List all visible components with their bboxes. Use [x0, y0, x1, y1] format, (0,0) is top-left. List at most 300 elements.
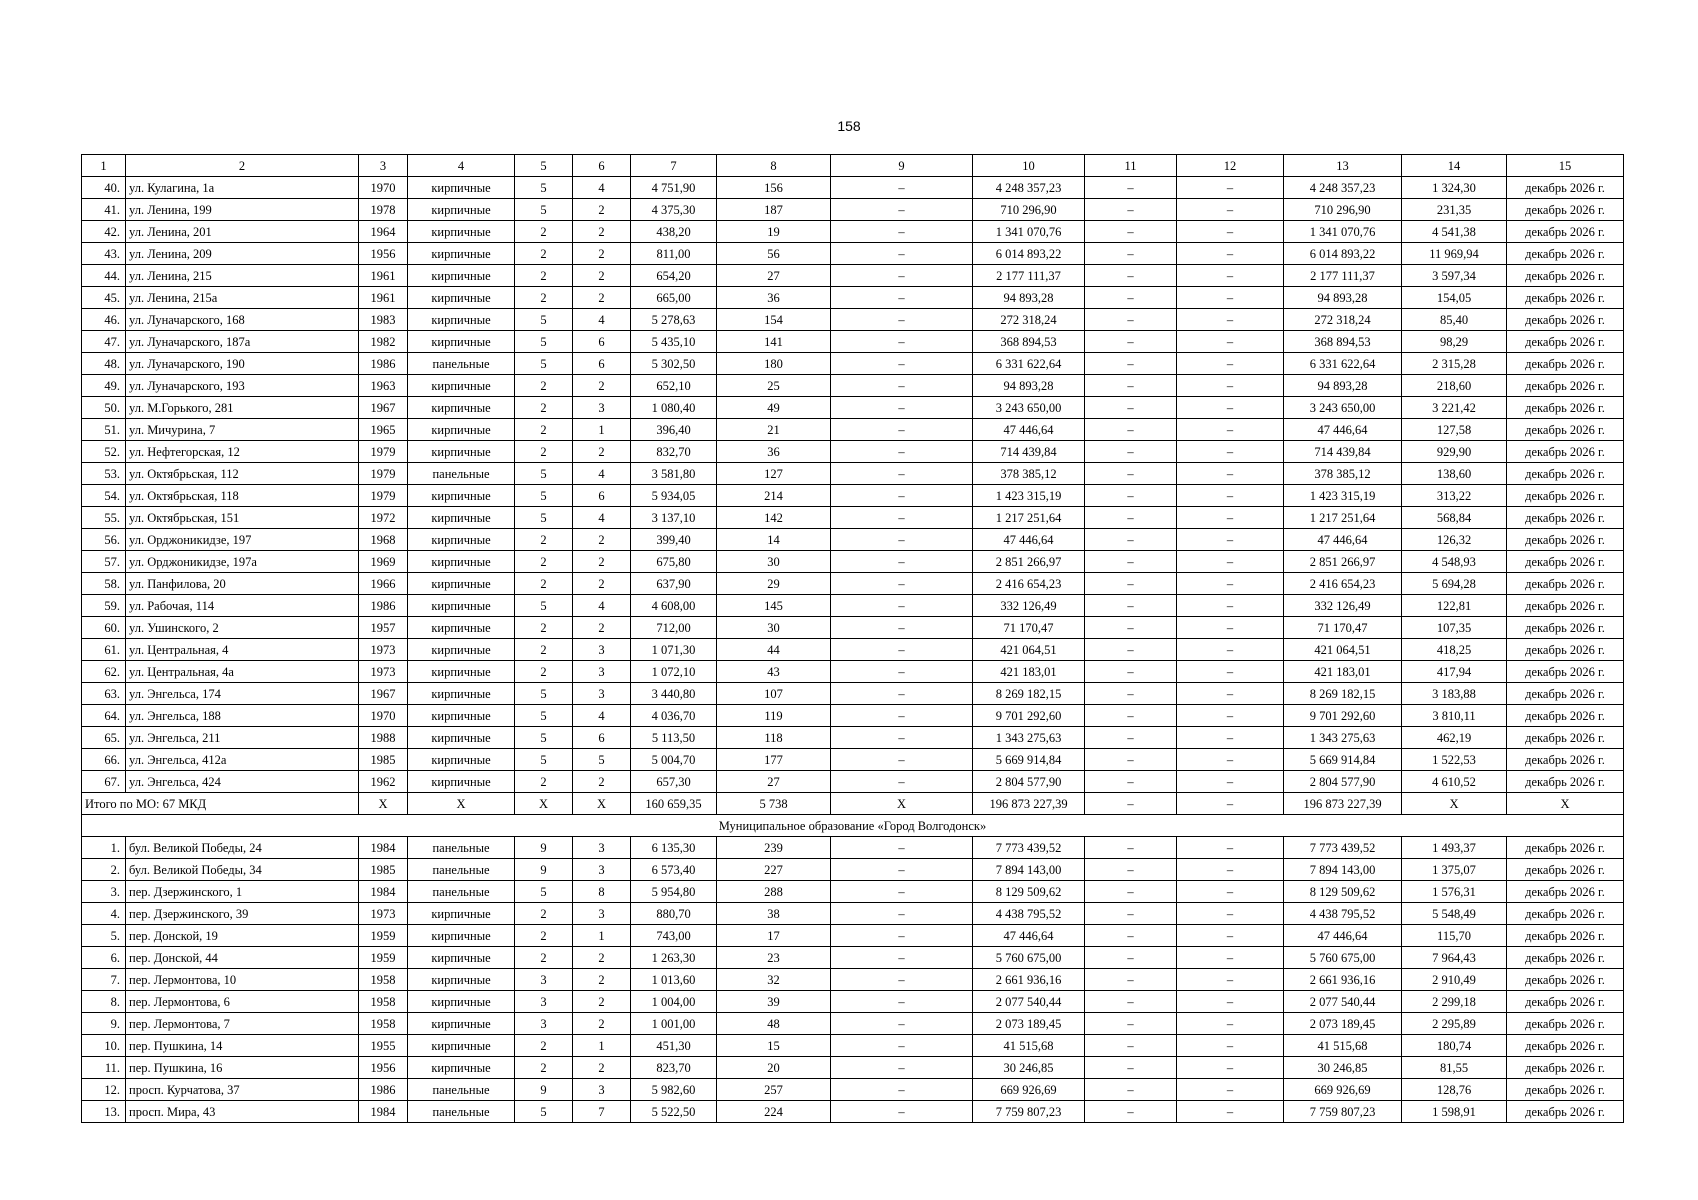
- col-9-cell: –: [831, 463, 973, 485]
- total-cost-cell: 1 217 251,64: [973, 507, 1085, 529]
- col-11-cell: –: [1085, 353, 1177, 375]
- col-9-cell: –: [831, 1057, 973, 1079]
- header-cell-12: 12: [1177, 155, 1284, 177]
- entrances-cell: 2: [573, 969, 631, 991]
- total-area-cell: 3 581,80: [631, 463, 717, 485]
- col-12-cell: –: [1177, 177, 1284, 199]
- housing-repair-table: [81, 154, 1624, 1123]
- cost-col-13-cell: 1 217 251,64: [1284, 507, 1402, 529]
- table-row: [82, 617, 1624, 639]
- floors-cell: 2: [515, 419, 573, 441]
- deadline-cell: декабрь 2026 г.: [1507, 771, 1624, 793]
- wall-material-cell: кирпичные: [408, 331, 515, 353]
- deadline-cell: декабрь 2026 г.: [1507, 947, 1624, 969]
- wall-material-cell: кирпичные: [408, 749, 515, 771]
- total-col-9-cell: Х: [831, 793, 973, 815]
- floors-cell: 2: [515, 243, 573, 265]
- col-12-cell: –: [1177, 683, 1284, 705]
- col-11-cell: –: [1085, 419, 1177, 441]
- total-cost-cell: 3 243 650,00: [973, 397, 1085, 419]
- floors-cell: 2: [515, 397, 573, 419]
- total-cost-cell: 30 246,85: [973, 1057, 1085, 1079]
- total-area-cell: 665,00: [631, 287, 717, 309]
- floors-cell: 5: [515, 595, 573, 617]
- cost-col-13-cell: 5 669 914,84: [1284, 749, 1402, 771]
- residents-cell: 30: [717, 617, 831, 639]
- wall-material-cell: кирпичные: [408, 661, 515, 683]
- cost-col-13-cell: 6 014 893,22: [1284, 243, 1402, 265]
- total-total-area-cell: 160 659,35: [631, 793, 717, 815]
- col-11-cell: –: [1085, 881, 1177, 903]
- table-row: [82, 573, 1624, 595]
- total-area-cell: 4 608,00: [631, 595, 717, 617]
- year-built-cell: 1958: [359, 1013, 408, 1035]
- residents-cell: 20: [717, 1057, 831, 1079]
- total-area-cell: 637,90: [631, 573, 717, 595]
- cost-col-13-cell: 669 926,69: [1284, 1079, 1402, 1101]
- entrances-cell: 2: [573, 1057, 631, 1079]
- residents-cell: 119: [717, 705, 831, 727]
- total-area-cell: 675,80: [631, 551, 717, 573]
- col-9-cell: –: [831, 727, 973, 749]
- deadline-cell: декабрь 2026 г.: [1507, 837, 1624, 859]
- total-cost-cell: 4 438 795,52: [973, 903, 1085, 925]
- col-9-cell: –: [831, 177, 973, 199]
- floors-cell: 2: [515, 1035, 573, 1057]
- total-cost-cell: 368 894,53: [973, 331, 1085, 353]
- total-cost-cell: 7 773 439,52: [973, 837, 1085, 859]
- cost-per-sqm-cell: 4 548,93: [1402, 551, 1507, 573]
- total-area-cell: 5 113,50: [631, 727, 717, 749]
- total-area-cell: 743,00: [631, 925, 717, 947]
- cost-col-13-cell: 421 064,51: [1284, 639, 1402, 661]
- total-area-cell: 5 522,50: [631, 1101, 717, 1123]
- table-row: [82, 199, 1624, 221]
- address-cell: пер. Донской, 19: [126, 925, 359, 947]
- total-area-cell: 1 013,60: [631, 969, 717, 991]
- residents-cell: 43: [717, 661, 831, 683]
- entrances-cell: 8: [573, 881, 631, 903]
- wall-material-cell: панельные: [408, 881, 515, 903]
- wall-material-cell: кирпичные: [408, 991, 515, 1013]
- cost-per-sqm-cell: 4 610,52: [1402, 771, 1507, 793]
- residents-cell: 19: [717, 221, 831, 243]
- wall-material-cell: кирпичные: [408, 1013, 515, 1035]
- residents-cell: 48: [717, 1013, 831, 1035]
- table-row: [82, 749, 1624, 771]
- entrances-cell: 2: [573, 243, 631, 265]
- total-area-cell: 1 004,00: [631, 991, 717, 1013]
- row-number-cell: 55.: [82, 507, 126, 529]
- cost-col-13-cell: 2 851 266,97: [1284, 551, 1402, 573]
- col-11-cell: –: [1085, 947, 1177, 969]
- table-row: [82, 529, 1624, 551]
- total-area-cell: 5 934,05: [631, 485, 717, 507]
- col-11-cell: –: [1085, 485, 1177, 507]
- total-cost-cell: 7 894 143,00: [973, 859, 1085, 881]
- header-cell-3: 3: [359, 155, 408, 177]
- header-cell-1: 1: [82, 155, 126, 177]
- table-row: [82, 1035, 1624, 1057]
- total-cost-cell: 2 177 111,37: [973, 265, 1085, 287]
- col-9-cell: –: [831, 771, 973, 793]
- col-11-cell: –: [1085, 551, 1177, 573]
- col-12-cell: –: [1177, 331, 1284, 353]
- cost-per-sqm-cell: 98,29: [1402, 331, 1507, 353]
- cost-col-13-cell: 71 170,47: [1284, 617, 1402, 639]
- col-11-cell: –: [1085, 573, 1177, 595]
- total-area-cell: 5 302,50: [631, 353, 717, 375]
- row-number-cell: 42.: [82, 221, 126, 243]
- col-11-cell: –: [1085, 925, 1177, 947]
- entrances-cell: 4: [573, 309, 631, 331]
- deadline-cell: декабрь 2026 г.: [1507, 991, 1624, 1013]
- floors-cell: 5: [515, 727, 573, 749]
- entrances-cell: 1: [573, 1035, 631, 1057]
- total-area-cell: 5 004,70: [631, 749, 717, 771]
- table-row: [82, 397, 1624, 419]
- row-number-cell: 41.: [82, 199, 126, 221]
- wall-material-cell: кирпичные: [408, 1035, 515, 1057]
- col-9-cell: –: [831, 397, 973, 419]
- total-floors-cell: Х: [515, 793, 573, 815]
- deadline-cell: декабрь 2026 г.: [1507, 1035, 1624, 1057]
- col-11-cell: –: [1085, 639, 1177, 661]
- total-cost-cell: 47 446,64: [973, 529, 1085, 551]
- col-9-cell: –: [831, 925, 973, 947]
- entrances-cell: 2: [573, 441, 631, 463]
- year-built-cell: 1986: [359, 353, 408, 375]
- cost-per-sqm-cell: 107,35: [1402, 617, 1507, 639]
- year-built-cell: 1969: [359, 551, 408, 573]
- year-built-cell: 1961: [359, 287, 408, 309]
- cost-col-13-cell: 714 439,84: [1284, 441, 1402, 463]
- deadline-cell: декабрь 2026 г.: [1507, 1013, 1624, 1035]
- cost-col-13-cell: 47 446,64: [1284, 529, 1402, 551]
- total-area-cell: 6 135,30: [631, 837, 717, 859]
- address-cell: ул. Луначарского, 193: [126, 375, 359, 397]
- col-9-cell: –: [831, 683, 973, 705]
- total-area-cell: 654,20: [631, 265, 717, 287]
- year-built-cell: 1970: [359, 705, 408, 727]
- row-number-cell: 6.: [82, 947, 126, 969]
- cost-col-13-cell: 332 126,49: [1284, 595, 1402, 617]
- col-11-cell: –: [1085, 1057, 1177, 1079]
- year-built-cell: 1984: [359, 881, 408, 903]
- cost-per-sqm-cell: 418,25: [1402, 639, 1507, 661]
- total-area-cell: 396,40: [631, 419, 717, 441]
- address-cell: ул. Энгельса, 424: [126, 771, 359, 793]
- col-11-cell: –: [1085, 441, 1177, 463]
- row-number-cell: 60.: [82, 617, 126, 639]
- col-12-cell: –: [1177, 727, 1284, 749]
- deadline-cell: декабрь 2026 г.: [1507, 463, 1624, 485]
- cost-per-sqm-cell: 1 576,31: [1402, 881, 1507, 903]
- col-12-cell: –: [1177, 573, 1284, 595]
- row-number-cell: 7.: [82, 969, 126, 991]
- header-cell-8: 8: [717, 155, 831, 177]
- row-number-cell: 44.: [82, 265, 126, 287]
- table-row: [82, 991, 1624, 1013]
- row-number-cell: 61.: [82, 639, 126, 661]
- floors-cell: 9: [515, 1079, 573, 1101]
- year-built-cell: 1986: [359, 1079, 408, 1101]
- floors-cell: 5: [515, 353, 573, 375]
- row-number-cell: 58.: [82, 573, 126, 595]
- total-area-cell: 1 072,10: [631, 661, 717, 683]
- year-built-cell: 1979: [359, 441, 408, 463]
- residents-cell: 141: [717, 331, 831, 353]
- deadline-cell: декабрь 2026 г.: [1507, 199, 1624, 221]
- table-row: [82, 595, 1624, 617]
- residents-cell: 239: [717, 837, 831, 859]
- total-cost-cell: 47 446,64: [973, 925, 1085, 947]
- row-number-cell: 12.: [82, 1079, 126, 1101]
- deadline-cell: декабрь 2026 г.: [1507, 551, 1624, 573]
- year-built-cell: 1978: [359, 199, 408, 221]
- col-11-cell: –: [1085, 1101, 1177, 1123]
- entrances-cell: 3: [573, 397, 631, 419]
- floors-cell: 5: [515, 507, 573, 529]
- total-area-cell: 6 573,40: [631, 859, 717, 881]
- table-row: [82, 551, 1624, 573]
- col-12-cell: –: [1177, 221, 1284, 243]
- residents-cell: 142: [717, 507, 831, 529]
- header-cell-10: 10: [973, 155, 1085, 177]
- year-built-cell: 1959: [359, 925, 408, 947]
- total-cost-cell: 2 073 189,45: [973, 1013, 1085, 1035]
- entrances-cell: 2: [573, 551, 631, 573]
- row-number-cell: 47.: [82, 331, 126, 353]
- address-cell: ул. Октябрьская, 118: [126, 485, 359, 507]
- table-row: [82, 485, 1624, 507]
- total-area-cell: 832,70: [631, 441, 717, 463]
- col-11-cell: –: [1085, 727, 1177, 749]
- entrances-cell: 3: [573, 639, 631, 661]
- floors-cell: 2: [515, 375, 573, 397]
- cost-per-sqm-cell: 231,35: [1402, 199, 1507, 221]
- entrances-cell: 2: [573, 287, 631, 309]
- col-11-cell: –: [1085, 749, 1177, 771]
- total-cost-cell: 6 331 622,64: [973, 353, 1085, 375]
- col-9-cell: –: [831, 309, 973, 331]
- floors-cell: 2: [515, 221, 573, 243]
- col-12-cell: –: [1177, 969, 1284, 991]
- cost-per-sqm-cell: 1 375,07: [1402, 859, 1507, 881]
- residents-cell: 127: [717, 463, 831, 485]
- header-cell-6: 6: [573, 155, 631, 177]
- cost-col-13-cell: 378 385,12: [1284, 463, 1402, 485]
- cost-col-13-cell: 2 416 654,23: [1284, 573, 1402, 595]
- cost-col-13-cell: 4 248 357,23: [1284, 177, 1402, 199]
- entrances-cell: 2: [573, 1013, 631, 1035]
- col-11-cell: –: [1085, 595, 1177, 617]
- total-cost-cell: 378 385,12: [973, 463, 1085, 485]
- address-cell: ул. Луначарского, 190: [126, 353, 359, 375]
- total-cost-cell: 8 269 182,15: [973, 683, 1085, 705]
- floors-cell: 2: [515, 925, 573, 947]
- cost-col-13-cell: 7 773 439,52: [1284, 837, 1402, 859]
- table-row: [82, 771, 1624, 793]
- address-cell: ул. Ленина, 215: [126, 265, 359, 287]
- cost-col-13-cell: 272 318,24: [1284, 309, 1402, 331]
- header-cell-4: 4: [408, 155, 515, 177]
- entrances-cell: 1: [573, 925, 631, 947]
- col-9-cell: –: [831, 837, 973, 859]
- total-cost-cell: 5 760 675,00: [973, 947, 1085, 969]
- col-9-cell: –: [831, 595, 973, 617]
- col-9-cell: –: [831, 243, 973, 265]
- floors-cell: 2: [515, 441, 573, 463]
- address-cell: пер. Лермонтова, 7: [126, 1013, 359, 1035]
- year-built-cell: 1973: [359, 639, 408, 661]
- deadline-cell: декабрь 2026 г.: [1507, 243, 1624, 265]
- year-built-cell: 1970: [359, 177, 408, 199]
- deadline-cell: декабрь 2026 г.: [1507, 485, 1624, 507]
- cost-per-sqm-cell: 3 810,11: [1402, 705, 1507, 727]
- table-row: [82, 683, 1624, 705]
- total-cost-cell: 714 439,84: [973, 441, 1085, 463]
- deadline-cell: декабрь 2026 г.: [1507, 265, 1624, 287]
- floors-cell: 2: [515, 771, 573, 793]
- col-9-cell: –: [831, 375, 973, 397]
- table-row: [82, 331, 1624, 353]
- col-12-cell: –: [1177, 375, 1284, 397]
- cost-col-13-cell: 1 341 070,76: [1284, 221, 1402, 243]
- cost-col-13-cell: 7 894 143,00: [1284, 859, 1402, 881]
- wall-material-cell: панельные: [408, 837, 515, 859]
- address-cell: ул. Ленина, 209: [126, 243, 359, 265]
- address-cell: пер. Лермонтова, 10: [126, 969, 359, 991]
- address-cell: бул. Великой Победы, 34: [126, 859, 359, 881]
- total-area-cell: 811,00: [631, 243, 717, 265]
- year-built-cell: 1965: [359, 419, 408, 441]
- total-cost-cell: 47 446,64: [973, 419, 1085, 441]
- col-12-cell: –: [1177, 265, 1284, 287]
- address-cell: пер. Дзержинского, 39: [126, 903, 359, 925]
- residents-cell: 17: [717, 925, 831, 947]
- cost-per-sqm-cell: 1 522,53: [1402, 749, 1507, 771]
- cost-per-sqm-cell: 3 221,42: [1402, 397, 1507, 419]
- cost-col-13-cell: 47 446,64: [1284, 419, 1402, 441]
- year-built-cell: 1963: [359, 375, 408, 397]
- entrances-cell: 5: [573, 749, 631, 771]
- col-12-cell: –: [1177, 551, 1284, 573]
- deadline-cell: декабрь 2026 г.: [1507, 375, 1624, 397]
- total-area-cell: 4 375,30: [631, 199, 717, 221]
- deadline-cell: декабрь 2026 г.: [1507, 969, 1624, 991]
- total-cost-cell: 94 893,28: [973, 375, 1085, 397]
- row-number-cell: 57.: [82, 551, 126, 573]
- residents-cell: 23: [717, 947, 831, 969]
- entrances-cell: 3: [573, 661, 631, 683]
- total-cost-cell: 2 416 654,23: [973, 573, 1085, 595]
- floors-cell: 9: [515, 837, 573, 859]
- header-cell-14: 14: [1402, 155, 1507, 177]
- cost-per-sqm-cell: 218,60: [1402, 375, 1507, 397]
- residents-cell: 36: [717, 441, 831, 463]
- col-12-cell: –: [1177, 463, 1284, 485]
- row-number-cell: 59.: [82, 595, 126, 617]
- deadline-cell: декабрь 2026 г.: [1507, 749, 1624, 771]
- deadline-cell: декабрь 2026 г.: [1507, 419, 1624, 441]
- cost-per-sqm-cell: 115,70: [1402, 925, 1507, 947]
- wall-material-cell: кирпичные: [408, 507, 515, 529]
- col-12-cell: –: [1177, 881, 1284, 903]
- floors-cell: 2: [515, 947, 573, 969]
- address-cell: ул. Центральная, 4а: [126, 661, 359, 683]
- total-area-cell: 712,00: [631, 617, 717, 639]
- total-col-12-cell: –: [1177, 793, 1284, 815]
- cost-per-sqm-cell: 4 541,38: [1402, 221, 1507, 243]
- address-cell: ул. Ленина, 215а: [126, 287, 359, 309]
- row-number-cell: 40.: [82, 177, 126, 199]
- cost-per-sqm-cell: 3 597,34: [1402, 265, 1507, 287]
- wall-material-cell: кирпичные: [408, 375, 515, 397]
- address-cell: пер. Лермонтова, 6: [126, 991, 359, 1013]
- table-row: [82, 419, 1624, 441]
- residents-cell: 39: [717, 991, 831, 1013]
- wall-material-cell: панельные: [408, 859, 515, 881]
- total-cost-cell: 2 851 266,97: [973, 551, 1085, 573]
- deadline-cell: декабрь 2026 г.: [1507, 617, 1624, 639]
- col-11-cell: –: [1085, 199, 1177, 221]
- cost-per-sqm-cell: 1 493,37: [1402, 837, 1507, 859]
- deadline-cell: декабрь 2026 г.: [1507, 441, 1624, 463]
- address-cell: пер. Донской, 44: [126, 947, 359, 969]
- deadline-cell: декабрь 2026 г.: [1507, 859, 1624, 881]
- address-cell: ул. Мичурина, 7: [126, 419, 359, 441]
- total-cost-cell: 71 170,47: [973, 617, 1085, 639]
- residents-cell: 288: [717, 881, 831, 903]
- col-11-cell: –: [1085, 375, 1177, 397]
- cost-per-sqm-cell: 462,19: [1402, 727, 1507, 749]
- total-cost-cell: 2 077 540,44: [973, 991, 1085, 1013]
- cost-per-sqm-cell: 1 598,91: [1402, 1101, 1507, 1123]
- col-12-cell: –: [1177, 441, 1284, 463]
- col-9-cell: –: [831, 485, 973, 507]
- col-12-cell: –: [1177, 771, 1284, 793]
- total-cost-cell: 9 701 292,60: [973, 705, 1085, 727]
- col-9-cell: –: [831, 221, 973, 243]
- col-11-cell: –: [1085, 265, 1177, 287]
- cost-per-sqm-cell: 3 183,88: [1402, 683, 1507, 705]
- wall-material-cell: кирпичные: [408, 617, 515, 639]
- row-number-cell: 4.: [82, 903, 126, 925]
- col-9-cell: –: [831, 551, 973, 573]
- col-9-cell: –: [831, 617, 973, 639]
- col-9-cell: –: [831, 881, 973, 903]
- floors-cell: 3: [515, 969, 573, 991]
- col-9-cell: –: [831, 859, 973, 881]
- total-area-cell: 5 982,60: [631, 1079, 717, 1101]
- cost-per-sqm-cell: 81,55: [1402, 1057, 1507, 1079]
- residents-cell: 25: [717, 375, 831, 397]
- floors-cell: 5: [515, 331, 573, 353]
- col-11-cell: –: [1085, 1013, 1177, 1035]
- row-number-cell: 64.: [82, 705, 126, 727]
- wall-material-cell: кирпичные: [408, 485, 515, 507]
- residents-cell: 224: [717, 1101, 831, 1123]
- col-9-cell: –: [831, 287, 973, 309]
- header-cell-13: 13: [1284, 155, 1402, 177]
- header-cell-9: 9: [831, 155, 973, 177]
- address-cell: ул. Луначарского, 168: [126, 309, 359, 331]
- col-11-cell: –: [1085, 617, 1177, 639]
- entrances-cell: 2: [573, 265, 631, 287]
- total-cost-cell: 6 014 893,22: [973, 243, 1085, 265]
- wall-material-cell: кирпичные: [408, 771, 515, 793]
